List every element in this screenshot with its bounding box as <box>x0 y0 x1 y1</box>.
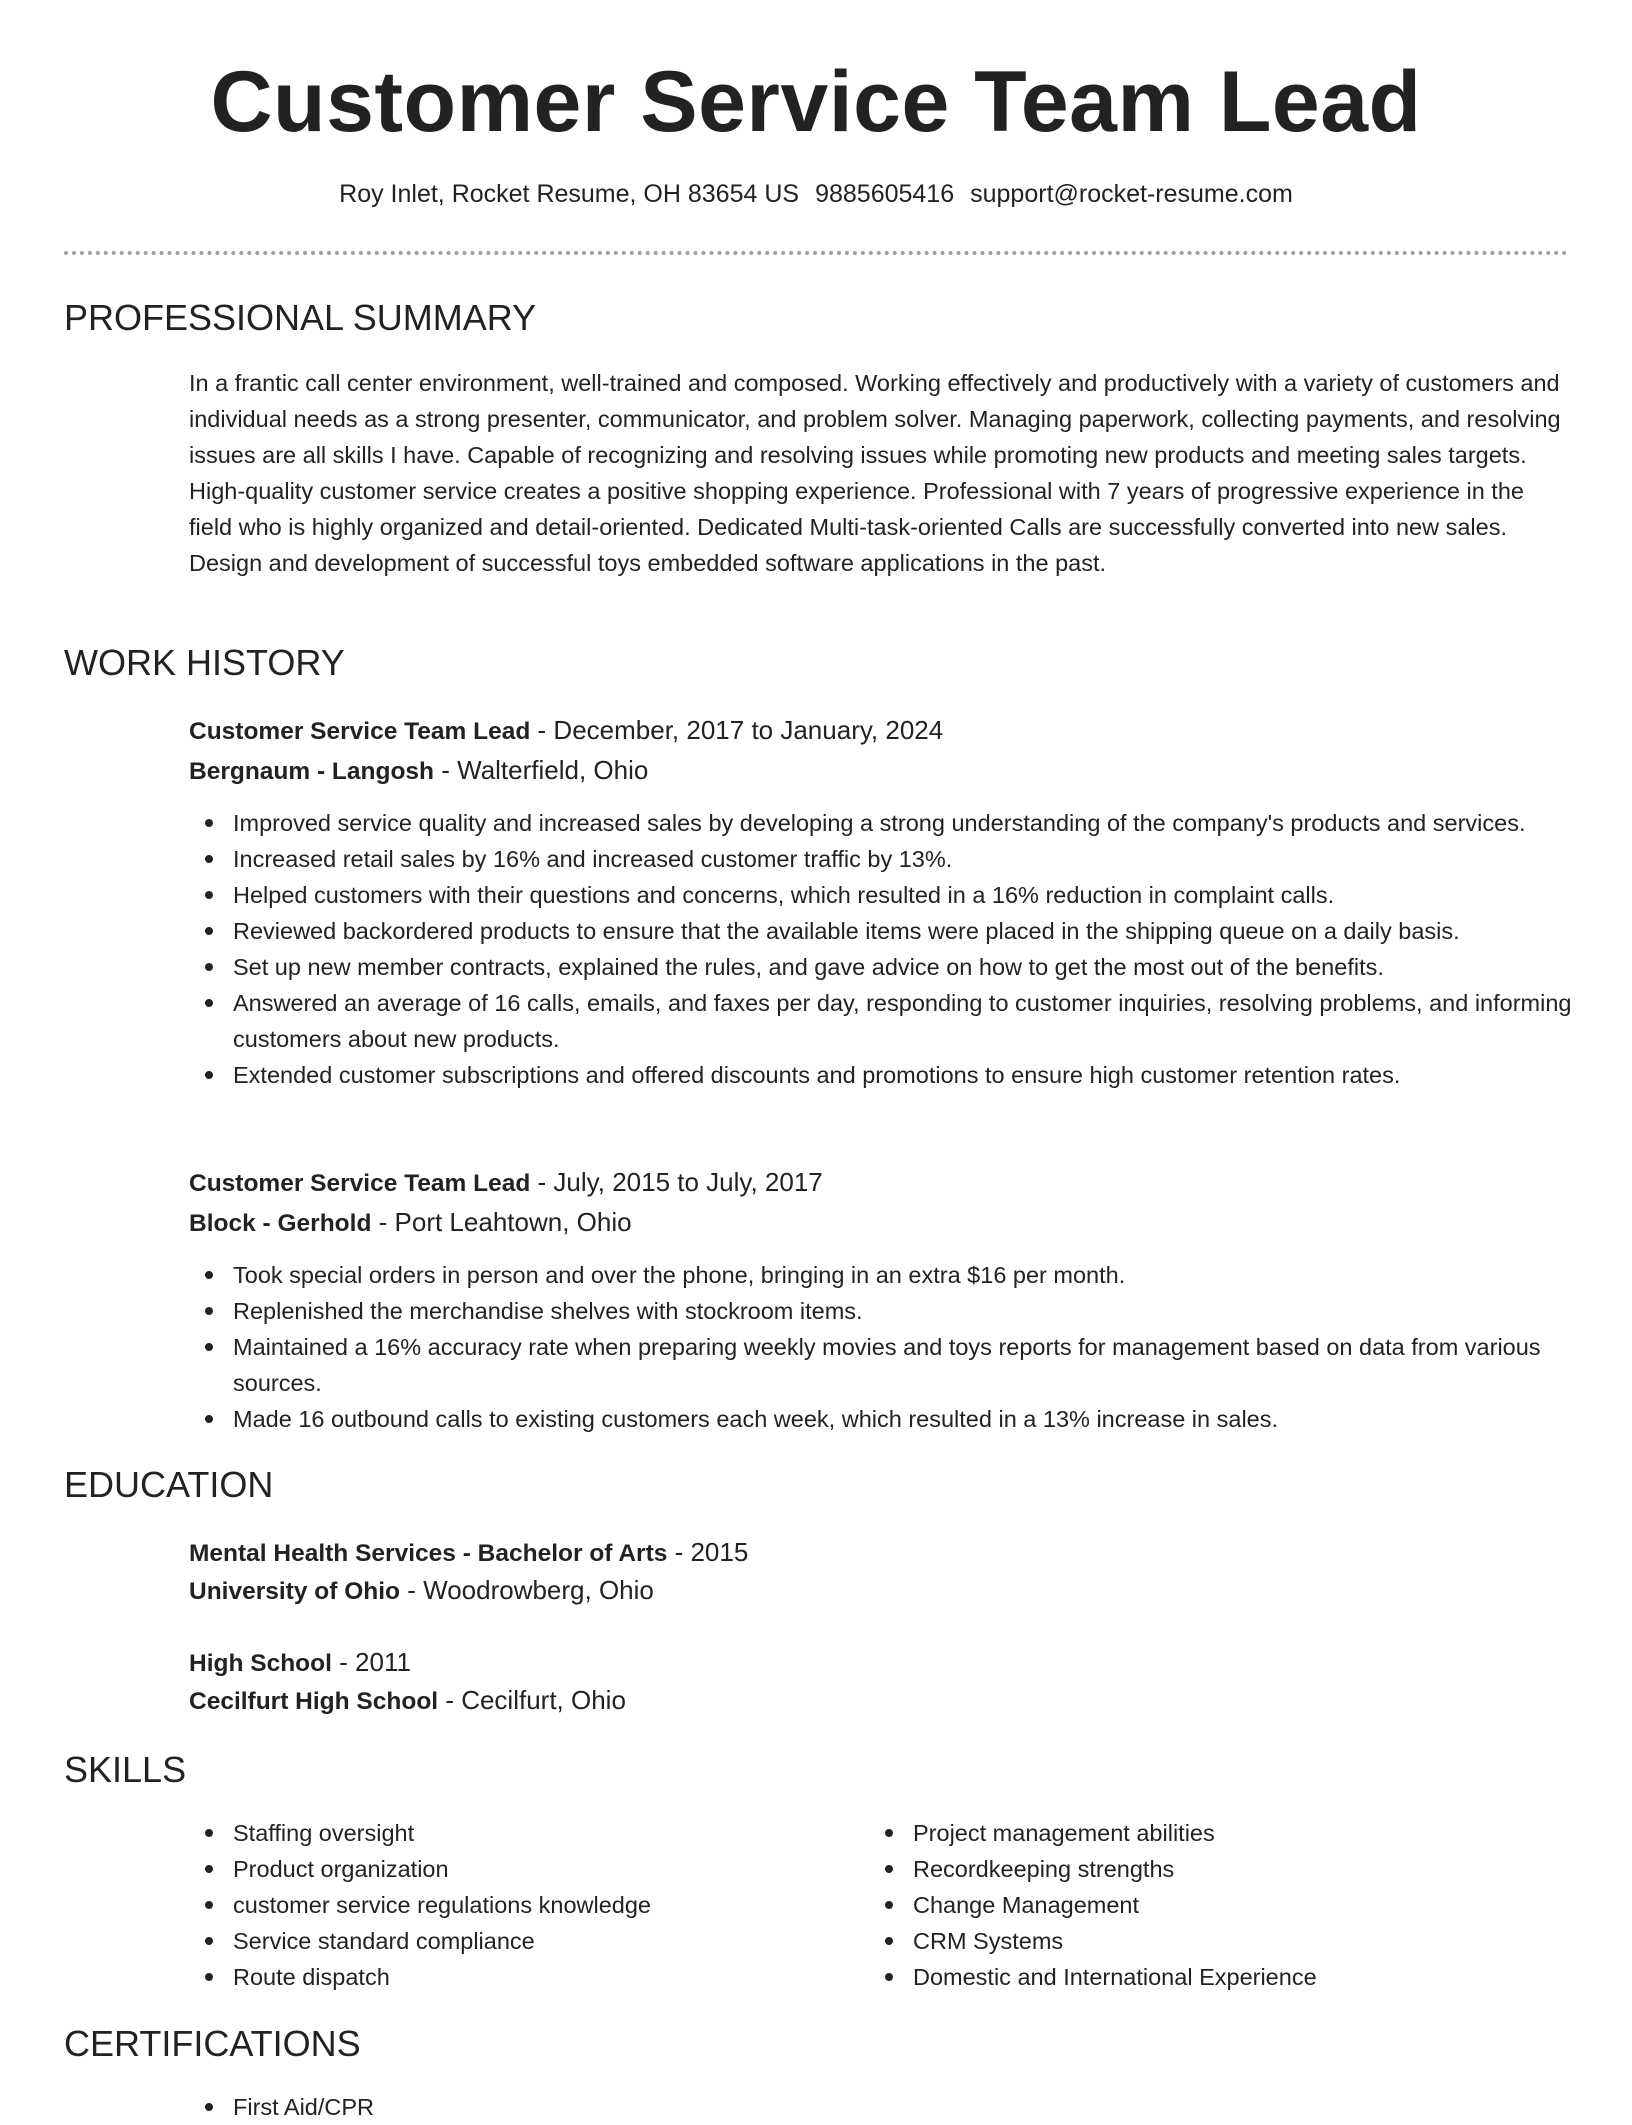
education-year: - 2011 <box>331 1647 411 1677</box>
education-school: Cecilfurt High School <box>189 1688 439 1715</box>
list-item: Set up new member contracts, explained the rules, and gave advice on how to get the most out of the benefits. <box>233 949 1613 985</box>
job-dates: - July, 2015 to July, 2017 <box>530 1167 823 1197</box>
education-degree: Mental Health Services - Bachelor of Arts <box>189 1540 668 1567</box>
list-item: Helped customers with their questions and concerns, which resulted in a 16% reduction in complaint calls. <box>233 877 1613 913</box>
education-1-school-line <box>189 1572 654 1610</box>
education-2-degree-line <box>189 1644 411 1682</box>
list-item: Maintained a 16% accuracy rate when preparing weekly movies and toys reports for management based on data from various sources. <box>233 1329 1613 1401</box>
job-1-title-line <box>189 712 943 750</box>
list-item: Route dispatch <box>233 1959 853 1995</box>
education-1-degree-line <box>189 1534 748 1572</box>
education-degree: High School <box>189 1650 332 1677</box>
resume-title: Customer Service Team Lead <box>210 54 1422 150</box>
skills-list-right <box>869 1815 1533 1995</box>
job-title: Customer Service Team Lead <box>189 1170 531 1197</box>
contact-phone: 9885605416 <box>815 180 955 208</box>
contact-address: Roy Inlet, Rocket Resume, OH 83654 US <box>339 180 800 208</box>
list-item: Replenished the merchandise shelves with stockroom items. <box>233 1293 1613 1329</box>
list-item: First Aid/CPR <box>233 2089 1613 2125</box>
list-item: Extended customer subscriptions and offered discounts and promotions to ensure high customer retention rates. <box>233 1057 1613 1093</box>
section-heading-certifications: CERTIFICATIONS <box>64 2023 361 2064</box>
education-location: - Cecilfurt, Ohio <box>438 1685 626 1715</box>
list-item: Project management abilities <box>913 1815 1533 1851</box>
list-item: customer service regulations knowledge <box>233 1887 853 1923</box>
job-2-title-line <box>189 1164 823 1202</box>
job-1-company-line <box>189 752 648 790</box>
section-heading-skills: SKILLS <box>64 1749 187 1790</box>
list-item: Reviewed backordered products to ensure that the available items were placed in the shipping queue on a daily basis. <box>233 913 1613 949</box>
certifications-list <box>189 2089 1613 2125</box>
list-item: Domestic and International Experience <box>913 1959 1533 1995</box>
list-item: Answered an average of 16 calls, emails, and faxes per day, responding to customer inquiries, resolving problems, and informing customers about new products. <box>233 985 1613 1057</box>
skills-list-left <box>189 1815 853 1995</box>
education-school: University of Ohio <box>189 1578 401 1605</box>
job-2-bullets <box>189 1257 1613 1437</box>
list-item: Improved service quality and increased sales by developing a strong understanding of the company's products and services. <box>233 805 1613 841</box>
list-item: Made 16 outbound calls to existing customers each week, which resulted in a 13% increase in sales. <box>233 1401 1613 1437</box>
list-item: Change Management <box>913 1887 1533 1923</box>
section-heading-summary: PROFESSIONAL SUMMARY <box>64 297 537 338</box>
list-item: Took special orders in person and over the phone, bringing in an extra $16 per month. <box>233 1257 1613 1293</box>
list-item: Product organization <box>233 1851 853 1887</box>
education-year: - 2015 <box>667 1537 749 1567</box>
education-2-school-line <box>189 1682 626 1720</box>
job-location: - Walterfield, Ohio <box>434 755 649 785</box>
header-divider <box>64 251 1568 255</box>
section-heading-education: EDUCATION <box>64 1464 274 1505</box>
job-2-company-line <box>189 1204 632 1242</box>
section-heading-work-history: WORK HISTORY <box>64 642 345 683</box>
job-1-bullets <box>189 805 1613 1093</box>
job-title: Customer Service Team Lead <box>189 718 531 745</box>
job-dates: - December, 2017 to January, 2024 <box>530 715 944 745</box>
list-item: Staffing oversight <box>233 1815 853 1851</box>
contact-email[interactable]: support@rocket-resume.com <box>970 180 1293 208</box>
list-item: Recordkeeping strengths <box>913 1851 1533 1887</box>
job-location: - Port Leahtown, Ohio <box>371 1207 632 1237</box>
education-location: - Woodrowberg, Ohio <box>400 1575 654 1605</box>
contact-line <box>0 178 1632 210</box>
list-item: CRM Systems <box>913 1923 1533 1959</box>
summary-text: In a frantic call center environment, well-trained and composed. Working effectively and productively with a variety of customers and individual needs as a strong presenter, communicator, and problem solver. Managing paperwork, collecting payments, and resolving issues are all skills I have. Capable of recognizing and resolving issues while promoting new products and meeting sales targets. High-quality customer service creates a positive shopping experience. Professional with 7 years of progressive experience in the field who is highly organized and detail-oriented. Dedicated Multi-task-oriented Calls are successfully converted into new sales. Design and development of successful toys embedded software applications in the past. <box>189 370 1561 576</box>
job-company: Block - Gerhold <box>189 1210 372 1237</box>
job-company: Bergnaum - Langosh <box>189 758 435 785</box>
list-item: Service standard compliance <box>233 1923 853 1959</box>
list-item: Increased retail sales by 16% and increased customer traffic by 13%. <box>233 841 1613 877</box>
